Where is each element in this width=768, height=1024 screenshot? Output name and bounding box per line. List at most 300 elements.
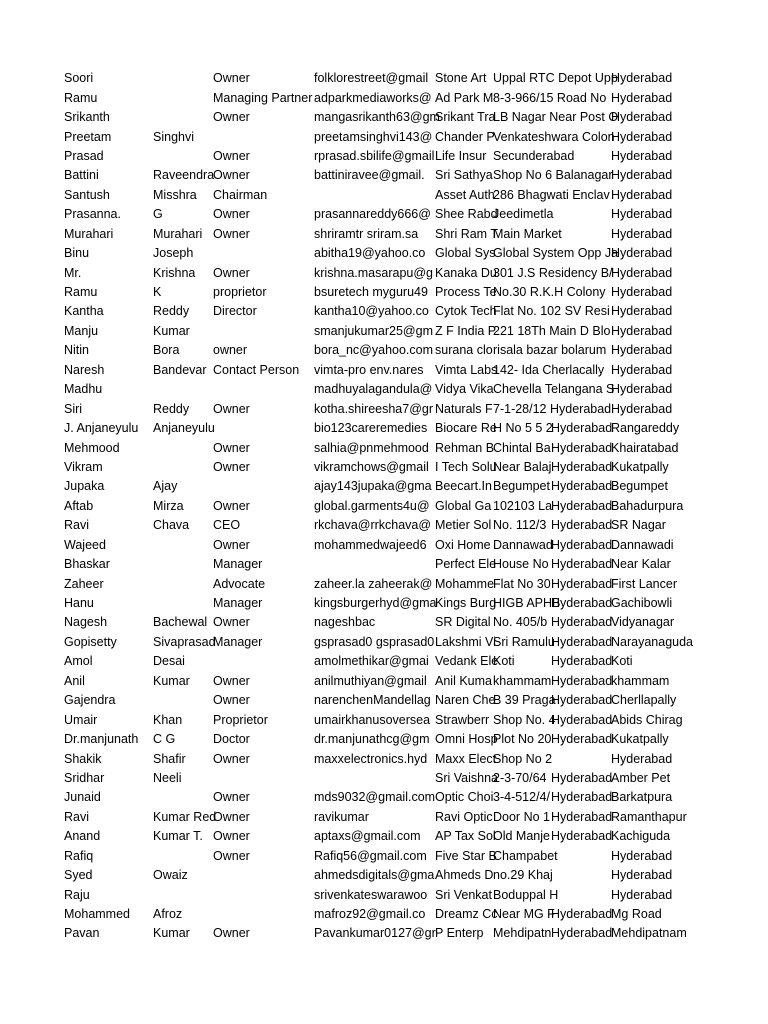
city-cell: [611, 438, 679, 457]
cell-text: Hyderabad: [611, 868, 673, 883]
cell-text: bsuretech myguru49: [314, 285, 428, 300]
email-cell: [314, 672, 435, 691]
last-name-cell: [153, 69, 213, 88]
cell-text: Hyderabad: [611, 207, 673, 222]
cell-text: Owner: [213, 226, 250, 241]
email-cell: [314, 108, 440, 127]
cell-text: umairkhanusoversea: [314, 712, 431, 727]
cell-text: shriramtr sriram.sa: [314, 226, 419, 241]
cell-text: Omni Hosp: [435, 732, 498, 747]
address-cell: [493, 263, 611, 282]
address-cell: [493, 302, 611, 321]
table-row: [64, 905, 674, 924]
email-cell: [314, 166, 435, 185]
cell-text: Shop No 2: [493, 751, 553, 766]
cell-text: Z F India P: [435, 323, 497, 338]
cell-text: Manju: [64, 323, 99, 338]
company-cell: [435, 555, 497, 574]
address-cell: [493, 361, 611, 380]
last-name-cell: [153, 147, 213, 166]
company-cell: [435, 283, 497, 302]
city-cell: [611, 341, 674, 360]
cell-text: Anil: [64, 673, 85, 688]
cell-text: Rafiq: [64, 848, 94, 863]
city-cell: [611, 458, 674, 477]
cell-text: Raju: [64, 887, 90, 902]
table-row: [64, 633, 674, 652]
cell-text: Koti: [493, 654, 515, 669]
cell-text: Bandevar: [153, 362, 207, 377]
table-row: [64, 283, 674, 302]
cell-text: Ramanthapur: [611, 809, 687, 824]
email-cell: [314, 847, 435, 866]
first-name-cell: [64, 438, 153, 457]
table-row: [64, 827, 674, 846]
cell-text: Hyderabad: [611, 382, 673, 397]
cell-text: Owner: [213, 809, 250, 824]
company-cell: [435, 127, 493, 146]
first-name-cell: [64, 419, 153, 438]
cell-text: Mehmood: [64, 440, 120, 455]
last-name-cell: [153, 730, 213, 749]
cell-text: Life Insur: [435, 148, 487, 163]
last-name-cell: [153, 419, 213, 438]
cell-text: Shafir: [153, 751, 186, 766]
last-name-cell: [153, 769, 213, 788]
cell-text: narenchenMandellag: [314, 693, 431, 708]
company-cell: [435, 108, 496, 127]
company-cell: [435, 244, 496, 263]
table-row: [64, 380, 674, 399]
city-cell: [611, 380, 674, 399]
cell-text: Rafiq56@gmail.com: [314, 848, 427, 863]
cell-text: Owner: [213, 110, 250, 125]
cell-text: Chevella Telangana S: [493, 382, 615, 397]
first-name-cell: [64, 672, 153, 691]
cell-text: Gopisetty: [64, 634, 117, 649]
cell-text: abitha19@yahoo.co: [314, 246, 426, 261]
cell-text: Owner: [213, 615, 250, 630]
designation-cell: [213, 885, 314, 904]
cell-text: 8-3-966/15 Road No: [493, 90, 607, 105]
first-name-cell: [64, 847, 153, 866]
cell-text: Kukatpally: [611, 732, 669, 747]
cell-text: madhuyalagandula@: [314, 382, 433, 397]
first-name-cell: [64, 633, 153, 652]
address-cell: [493, 380, 615, 399]
cell-text: 142- Ida Cherlacally: [493, 362, 605, 377]
cell-text: Hyderabad: [611, 343, 673, 358]
cell-text: Hyderabad: [551, 693, 613, 708]
cell-text: Hyderabad: [551, 732, 613, 747]
address-cell: [493, 322, 611, 341]
cell-text: Vikram: [64, 459, 103, 474]
address-cell: [493, 652, 611, 671]
cell-text: Ad Park M: [435, 90, 494, 105]
company-cell: [435, 380, 493, 399]
city-cell: [611, 691, 677, 710]
city-cell: [611, 788, 674, 807]
cell-text: Hyderabad: [551, 518, 613, 533]
company-cell: [435, 769, 498, 788]
email-cell: [314, 380, 435, 399]
designation-cell: [213, 594, 314, 613]
last-name-cell: [153, 127, 213, 146]
first-name-cell: [64, 225, 153, 244]
email-cell: [314, 905, 435, 924]
first-name-cell: [64, 710, 153, 729]
city-cell: [611, 302, 674, 321]
cell-text: Owner: [213, 751, 250, 766]
company-cell: [435, 730, 498, 749]
address-cell: [493, 438, 611, 457]
table-row: [64, 691, 674, 710]
company-cell: [435, 652, 499, 671]
city-cell: [611, 108, 674, 127]
address-cell: [493, 88, 611, 107]
cell-text: Hyderabad: [611, 887, 673, 902]
cell-text: gsprasad0 gsprasad0: [314, 634, 435, 649]
city-cell: [611, 516, 674, 535]
cell-text: Owner: [213, 498, 250, 513]
cell-text: Umair: [64, 712, 98, 727]
cell-text: Hyderabad: [551, 479, 613, 494]
cell-text: Naturals F: [435, 401, 493, 416]
address-cell: [493, 924, 611, 943]
designation-cell: [213, 847, 314, 866]
email-cell: [314, 283, 435, 302]
last-name-cell: [153, 497, 213, 516]
address-cell: [493, 827, 611, 846]
table-row: [64, 244, 674, 263]
cell-text: vikramchows@gmail: [314, 459, 429, 474]
last-name-cell: [153, 361, 213, 380]
table-row: [64, 516, 674, 535]
cell-text: Hyderabad: [611, 265, 673, 280]
cell-text: P Enterp: [435, 926, 484, 941]
cell-text: Hyderabad: [551, 421, 613, 436]
cell-text: Srikant Tra: [435, 110, 496, 125]
cell-text: K: [153, 285, 162, 300]
cell-text: 7-1-28/12 Hyderabad: [493, 401, 612, 416]
address-cell: [493, 244, 619, 263]
cell-text: Mehdipatnam: [611, 926, 687, 941]
email-cell: [314, 885, 435, 904]
city-cell: [611, 69, 674, 88]
email-cell: [314, 127, 435, 146]
cell-text: Joseph: [153, 246, 194, 261]
city-cell: [611, 263, 674, 282]
company-cell: [435, 205, 498, 224]
designation-cell: [213, 827, 314, 846]
address-cell: [493, 341, 611, 360]
address-cell: [493, 905, 611, 924]
cell-text: Gachibowli: [611, 596, 673, 611]
address-cell: [493, 633, 611, 652]
cell-text: Murahari: [64, 226, 114, 241]
city-cell: [611, 147, 674, 166]
first-name-cell: [64, 186, 153, 205]
cell-text: Sri Ramulu: [493, 634, 555, 649]
city-cell: [611, 399, 674, 418]
designation-cell: [213, 186, 314, 205]
last-name-cell: [153, 108, 213, 127]
city-cell: [611, 555, 674, 574]
cell-text: Dreamz Cc: [435, 907, 498, 922]
cell-text: House No: [493, 557, 549, 572]
company-cell: [435, 225, 498, 244]
designation-cell: [213, 769, 314, 788]
cell-text: Hyderabad: [551, 809, 613, 824]
cell-text: Siri: [64, 401, 83, 416]
company-cell: [435, 924, 493, 943]
cell-text: Hyderabad: [551, 712, 613, 727]
company-cell: [435, 477, 493, 496]
city-cell: [611, 749, 674, 768]
cell-text: First Lancer: [611, 576, 677, 591]
cell-text: Vidyanagar: [611, 615, 675, 630]
cell-text: Champabet: [493, 848, 558, 863]
email-cell: [314, 205, 435, 224]
last-name-cell: [153, 574, 213, 593]
cell-text: rprasad.sbilife@gmail: [314, 148, 435, 163]
cell-text: B 39 Praga: [493, 693, 556, 708]
cell-text: adparkmediaworks@: [314, 90, 432, 105]
cell-text: Ajay: [153, 479, 178, 494]
cell-text: Owner: [213, 440, 250, 455]
cell-text: Hyderabad: [551, 440, 613, 455]
last-name-cell: [153, 438, 213, 457]
cell-text: Owaiz: [153, 868, 188, 883]
designation-cell: [213, 730, 314, 749]
cell-text: Mohammed: [64, 907, 130, 922]
cell-text: Mg Road: [611, 907, 662, 922]
cell-text: ajay143jupaka@gma: [314, 479, 432, 494]
email-cell: [314, 244, 435, 263]
cell-text: Naresh: [64, 362, 105, 377]
company-cell: [435, 749, 497, 768]
cell-text: Ramu: [64, 90, 98, 105]
first-name-cell: [64, 477, 153, 496]
table-row: [64, 866, 674, 885]
designation-cell: [213, 283, 314, 302]
cell-text: Secunderabad: [493, 148, 575, 163]
table-row: [64, 69, 674, 88]
address-cell: [493, 225, 611, 244]
cell-text: Kukatpally: [611, 459, 669, 474]
last-name-cell: [153, 672, 213, 691]
city-cell: [611, 905, 674, 924]
cell-text: Manager: [213, 634, 263, 649]
designation-cell: [213, 399, 314, 418]
first-name-cell: [64, 108, 153, 127]
designation-cell: [213, 749, 314, 768]
cell-text: rkchava@rrkchava@: [314, 518, 432, 533]
cell-text: Ramu: [64, 285, 98, 300]
last-name-cell: [153, 749, 213, 768]
table-row: [64, 147, 674, 166]
designation-cell: [213, 147, 314, 166]
cell-text: Vimta Labs: [435, 362, 498, 377]
table-row: [64, 497, 674, 516]
cell-text: Madhu: [64, 382, 103, 397]
city-cell: [611, 924, 687, 943]
cell-text: no.29 Khaj: [493, 868, 553, 883]
company-cell: [435, 69, 493, 88]
cell-text: bora_nc@yahoo.com: [314, 343, 434, 358]
cell-text: Owner: [213, 148, 250, 163]
cell-text: Mehdipatn: [493, 926, 552, 941]
cell-text: Hyderabad: [611, 401, 673, 416]
cell-text: Rehman B: [435, 440, 495, 455]
last-name-cell: [153, 885, 213, 904]
city-cell: [611, 808, 687, 827]
designation-cell: [213, 788, 314, 807]
cell-text: Kumar: [153, 673, 190, 688]
cell-text: Hyderabad: [611, 90, 673, 105]
cell-text: Khan: [153, 712, 183, 727]
cell-text: Near MG F: [493, 907, 555, 922]
designation-cell: [213, 108, 314, 127]
designation-cell: [213, 302, 314, 321]
last-name-cell: [153, 633, 216, 652]
city-cell: [611, 866, 674, 885]
cell-text: Owner: [213, 848, 250, 863]
cell-text: Owner: [213, 265, 250, 280]
cell-text: Battini: [64, 168, 99, 183]
cell-text: kingsburgerhyd@gma: [314, 596, 437, 611]
cell-text: Afroz: [153, 907, 183, 922]
city-cell: [611, 244, 674, 263]
cell-text: Asset Auth: [435, 187, 495, 202]
cell-text: Reddy: [153, 304, 190, 319]
cell-text: Hyderabad: [551, 770, 613, 785]
first-name-cell: [64, 691, 153, 710]
cell-text: Junaid: [64, 790, 101, 805]
company-cell: [435, 438, 493, 457]
cell-text: Hyderabad: [551, 654, 613, 669]
city-cell: [611, 88, 674, 107]
cell-text: Hyderabad: [611, 362, 673, 377]
designation-cell: [213, 691, 314, 710]
cell-text: Koti: [611, 654, 633, 669]
first-name-cell: [64, 166, 153, 185]
table-row: [64, 399, 674, 418]
last-name-cell: [153, 88, 213, 107]
address-cell: [493, 613, 611, 632]
city-cell: [611, 225, 674, 244]
company-cell: [435, 613, 493, 632]
last-name-cell: [153, 536, 213, 555]
cell-text: Vidya Vika: [435, 382, 494, 397]
cell-text: Mr.: [64, 265, 82, 280]
cell-text: risala bazar bolarum: [493, 343, 607, 358]
email-cell: [314, 186, 435, 205]
cell-text: Flat No. 102 SV Resi: [493, 304, 610, 319]
cell-text: Owner: [213, 693, 250, 708]
address-cell: [493, 399, 611, 418]
email-cell: [314, 788, 435, 807]
table-row: [64, 594, 674, 613]
email-cell: [314, 88, 435, 107]
last-name-cell: [153, 263, 213, 282]
table-row: [64, 613, 674, 632]
first-name-cell: [64, 283, 153, 302]
designation-cell: [213, 574, 314, 593]
city-cell: [611, 419, 680, 438]
email-cell: [314, 555, 435, 574]
cell-text: Syed: [64, 868, 93, 883]
cell-text: Hyderabad: [611, 129, 673, 144]
city-cell: [611, 166, 674, 185]
first-name-cell: [64, 866, 153, 885]
email-cell: [314, 769, 435, 788]
city-cell: [611, 127, 674, 146]
designation-cell: [213, 710, 314, 729]
address-cell: [493, 283, 611, 302]
address-cell: [493, 749, 611, 768]
last-name-cell: [153, 380, 213, 399]
cell-text: bio123careremedies: [314, 421, 428, 436]
company-cell: [435, 866, 493, 885]
first-name-cell: [64, 769, 153, 788]
cell-text: Shop No 6 Balanagar: [493, 168, 613, 183]
first-name-cell: [64, 380, 153, 399]
table-row: [64, 555, 674, 574]
cell-text: Chander P: [435, 129, 495, 144]
table-row: [64, 263, 674, 282]
cell-text: ahmedsdigitals@gma: [314, 868, 435, 883]
city-cell: [611, 186, 674, 205]
table-row: [64, 88, 674, 107]
cell-text: zaheer.la zaheerak@: [314, 576, 433, 591]
cell-text: surana clo: [435, 343, 493, 358]
cell-text: Sivaprasad: [153, 634, 216, 649]
contacts-table: [64, 69, 694, 944]
cell-text: smanjukumar25@gm: [314, 323, 433, 338]
cell-text: Pavankumar0127@gr: [314, 926, 436, 941]
email-cell: [314, 866, 435, 885]
cell-text: Ravi: [64, 518, 90, 533]
first-name-cell: [64, 613, 153, 632]
cell-text: Door No 1: [493, 809, 550, 824]
email-cell: [314, 458, 435, 477]
email-cell: [314, 147, 435, 166]
company-cell: [435, 88, 493, 107]
designation-cell: [213, 225, 314, 244]
address-cell: [493, 730, 611, 749]
company-cell: [435, 808, 493, 827]
cell-text: kantha10@yahoo.co: [314, 304, 429, 319]
city-cell: [611, 361, 674, 380]
cell-text: Sri Vaishna: [435, 770, 498, 785]
city-cell: [611, 672, 674, 691]
table-row: [64, 730, 674, 749]
first-name-cell: [64, 302, 153, 321]
cell-text: Abids Chirag: [611, 712, 683, 727]
table-row: [64, 885, 674, 904]
address-cell: [493, 710, 611, 729]
first-name-cell: [64, 147, 153, 166]
cell-text: Hyderabad: [551, 576, 613, 591]
table-row: [64, 108, 674, 127]
address-cell: [493, 672, 611, 691]
cell-text: C G: [153, 732, 176, 747]
company-cell: [435, 847, 497, 866]
designation-cell: [213, 808, 314, 827]
cell-text: Hyderabad: [551, 615, 613, 630]
cell-text: proprietor: [213, 285, 267, 300]
